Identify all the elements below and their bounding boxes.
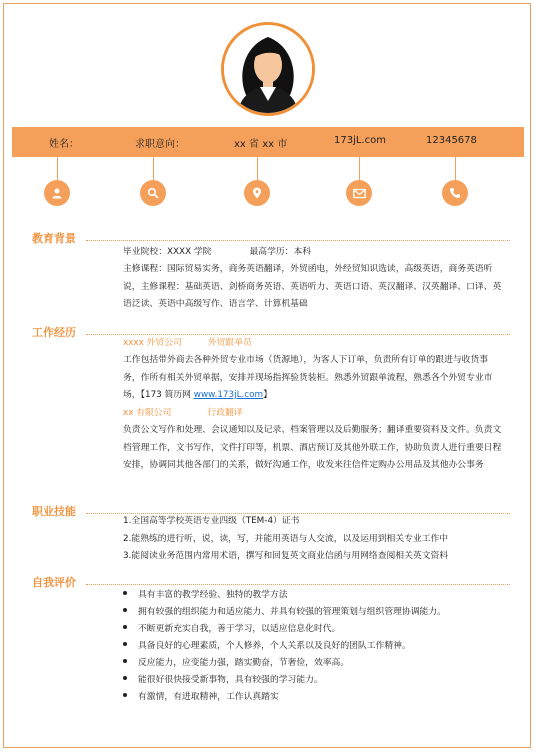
self-item: 反应能力，应变能力强，踏实勤奋，节奢俭，效率高。 <box>138 658 350 668</box>
phone-icon <box>442 180 468 206</box>
section-title-work: 工作经历 <box>32 326 76 339</box>
mail-icon <box>346 180 372 206</box>
job1-description: 工作包括带外商去各种外贸专业市场（货源地），为客人下订单，负责所有订单的跟进与收货事务，作所有相关外贸单据，安排并现场指挥验货装柜。熟悉外贸跟单流程，熟悉各个外贸专业市场，【173 简历网 www.173jL.com】 <box>123 355 493 400</box>
stem <box>57 157 58 180</box>
avatar <box>221 22 315 116</box>
avatar-illustration <box>224 25 312 113</box>
job1-header <box>123 335 252 353</box>
skill-item: 3.能阅读业务范围内常用术语，撰写和回复英文商业信函与用网络查阅相关英文资料 <box>123 551 449 561</box>
intent-label: 求职意向： <box>135 139 185 150</box>
location-text: xx 省 xx 市 <box>234 139 288 150</box>
education-school: 毕业院校：XXXX 学院 <box>123 247 212 257</box>
user-icon <box>44 180 70 206</box>
bullet <box>123 608 127 612</box>
skill-item: 2.能熟练的进行听，说，读，写，并能用英语与人交流，以及运用到相关专业工作中 <box>123 534 449 544</box>
job2-company: xx 有限公司 <box>123 408 172 418</box>
education-degree: 最高学历：本科 <box>249 247 312 257</box>
bullet <box>123 659 127 663</box>
email-text: 173jL.com <box>334 135 386 146</box>
job2-role: 行政翻译 <box>207 408 243 418</box>
job1-role: 外贸跟单员 <box>207 338 252 348</box>
education-school-degree <box>123 244 311 262</box>
education-courses: 主修课程：国际贸易实务，商务英语翻译，外贸函电，外经贸知识选读，高级英语，商务英语听说，主修课程：基础英语、剑桥商务英语、英语听力、英语口语、英汉翻译、汉英翻译、口译、英语泛读、英语中高级写作、语言学、计算机基础 <box>123 264 502 309</box>
bullet <box>123 642 127 646</box>
bullet <box>123 693 127 697</box>
location-pin-icon <box>244 180 270 206</box>
section-title-education: 教育背景 <box>32 232 76 245</box>
job2-header <box>123 405 243 423</box>
stem <box>455 157 456 180</box>
bullet <box>123 676 127 680</box>
skill-item: 1.全国高等学校英语专业四级（TEM-4）证书 <box>123 516 300 526</box>
self-item: 有激情，有进取精神，工作认真踏实 <box>138 692 279 702</box>
bullet <box>123 591 127 595</box>
job2-description: 负责公文写作和处理、会议通知以及记录、档案管理以及后勤服务；翻译重要资料及文件。负责文档管理工作，文书写作，文件打印等，机票、酒店预订及其他外联工作，协助负责人进行重要日程安排，协调同其他各部门的关系，做好沟通工作，收发来往信件定购办公用品及其他办公事务 <box>123 425 502 470</box>
self-item: 拥有较强的组织能力和适应能力、并具有较强的管理策划与组织管理协调能力。 <box>138 607 446 617</box>
section-title-skills: 职业技能 <box>32 505 76 518</box>
divider <box>86 240 510 241</box>
phone-text: 12345678 <box>426 135 477 146</box>
name-label: 姓名： <box>49 139 79 150</box>
self-item: 不断更新充实自我，善于学习，以适应信息化时代。 <box>138 624 341 634</box>
search-icon <box>140 180 166 206</box>
section-title-self: 自我评价 <box>32 576 76 589</box>
website-link[interactable]: www.173jL.com <box>193 390 264 400</box>
job1-company: xxxx 外贸公司 <box>123 338 182 348</box>
bullet <box>123 625 127 629</box>
stem <box>153 157 154 180</box>
stem <box>359 157 360 180</box>
stem <box>257 157 258 180</box>
divider <box>86 584 510 585</box>
self-item: 具备良好的心理素质，个人修养，个人关系以及良好的团队工作精神。 <box>138 641 411 651</box>
info-bar <box>12 127 524 157</box>
self-item: 能很好很快接受新事物，具有较强的学习能力。 <box>138 675 323 685</box>
self-item: 具有丰富的教学经验、独特的教学方法 <box>138 590 288 600</box>
